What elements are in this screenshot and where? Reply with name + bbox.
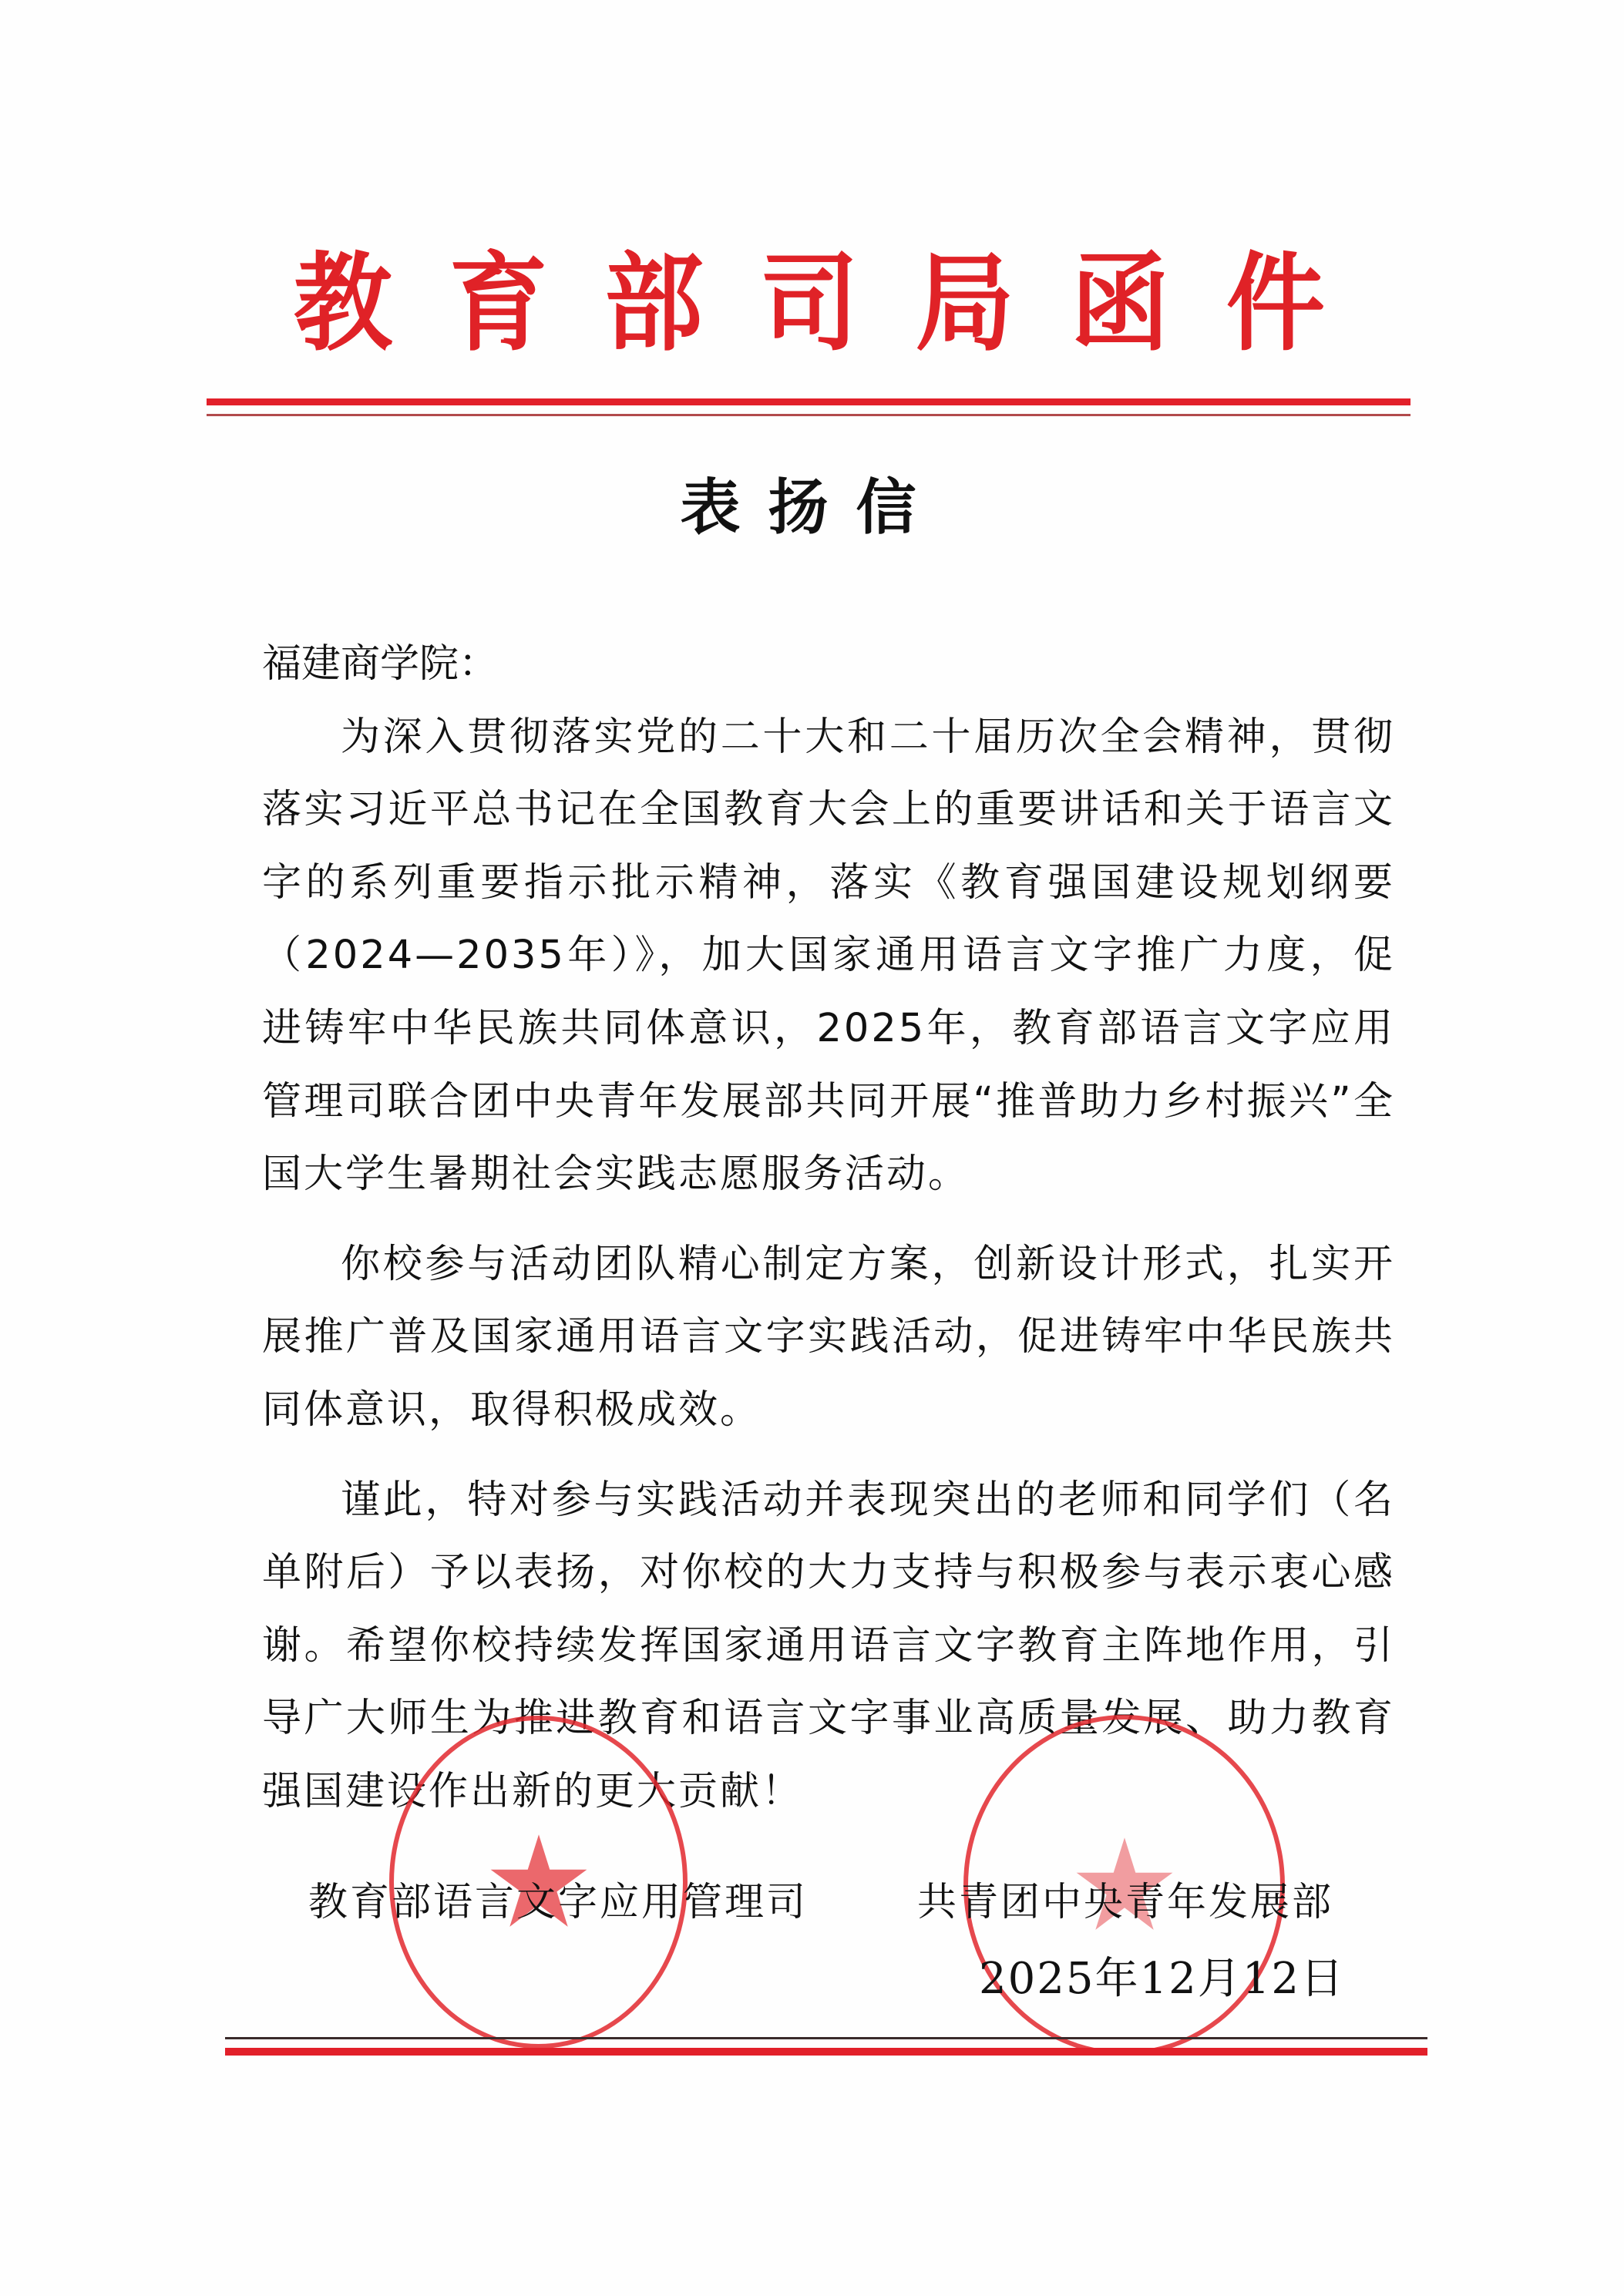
footer-divider-thick <box>225 2048 1427 2056</box>
letterhead-char: 部 <box>604 241 704 366</box>
body-paragraph: 你校参与活动团队精心制定方案，创新设计形式，扎实开展推广普及国家通用语言文字实践活动，促进铸牢中华民族共同体意识，取得积极成效。 <box>262 1241 1395 1433</box>
salutation: 福建商学院： <box>262 641 499 687</box>
letterhead-char: 司 <box>759 241 859 366</box>
body-paragraph: 谨此，特对参与实践活动并表现突出的老师和同学们（名单附后）予以表扬，对你校的大力支持与积极参与表示衷心感谢。希望你校持续发挥国家通用语言文字教育主阵地作用，引导广大师生为推进教育和语言文字事业高质量发展、助力教育强国建设作出新的更大贡献！ <box>262 1477 1395 1814</box>
header-divider-thin <box>207 414 1410 416</box>
letterhead-title <box>285 241 1333 366</box>
body-paragraph: 为深入贯彻落实党的二十大和二十届历次全会精神，贯彻落实习近平总书记在全国教育大会上的重要讲话和关于语言文字的系列重要指示批示精神，落实《教育强国建设规划纲要（2024—2035年）》，加大国家通用语言文字推广力度，促进铸牢中华民族共同体意识，2025年，教育部语言文字应用管理司联合团中央青年发展部共同开展“推普助力乡村振兴”全国大学生暑期社会实践志愿服务活动。 <box>262 714 1395 1198</box>
letterhead-char: 局 <box>915 241 1014 366</box>
footer-divider-thin <box>225 2037 1427 2039</box>
signatory-youth-dept: 共青团中央青年发展部 <box>917 1880 1334 1925</box>
letterhead-char: 函 <box>1071 241 1170 366</box>
letterhead-char: 件 <box>1226 241 1325 366</box>
signatory-language-dept: 教育部语言文字应用管理司 <box>308 1880 809 1925</box>
signatories <box>308 1870 1403 1927</box>
header-divider-thick <box>207 398 1410 405</box>
letterhead-char: 育 <box>449 241 548 366</box>
letter-body <box>262 628 1395 1829</box>
document-title: 表扬信 <box>680 473 944 543</box>
letterhead-char: 教 <box>293 241 392 366</box>
issue-date: 2025年12月12日 <box>979 1954 1346 2004</box>
